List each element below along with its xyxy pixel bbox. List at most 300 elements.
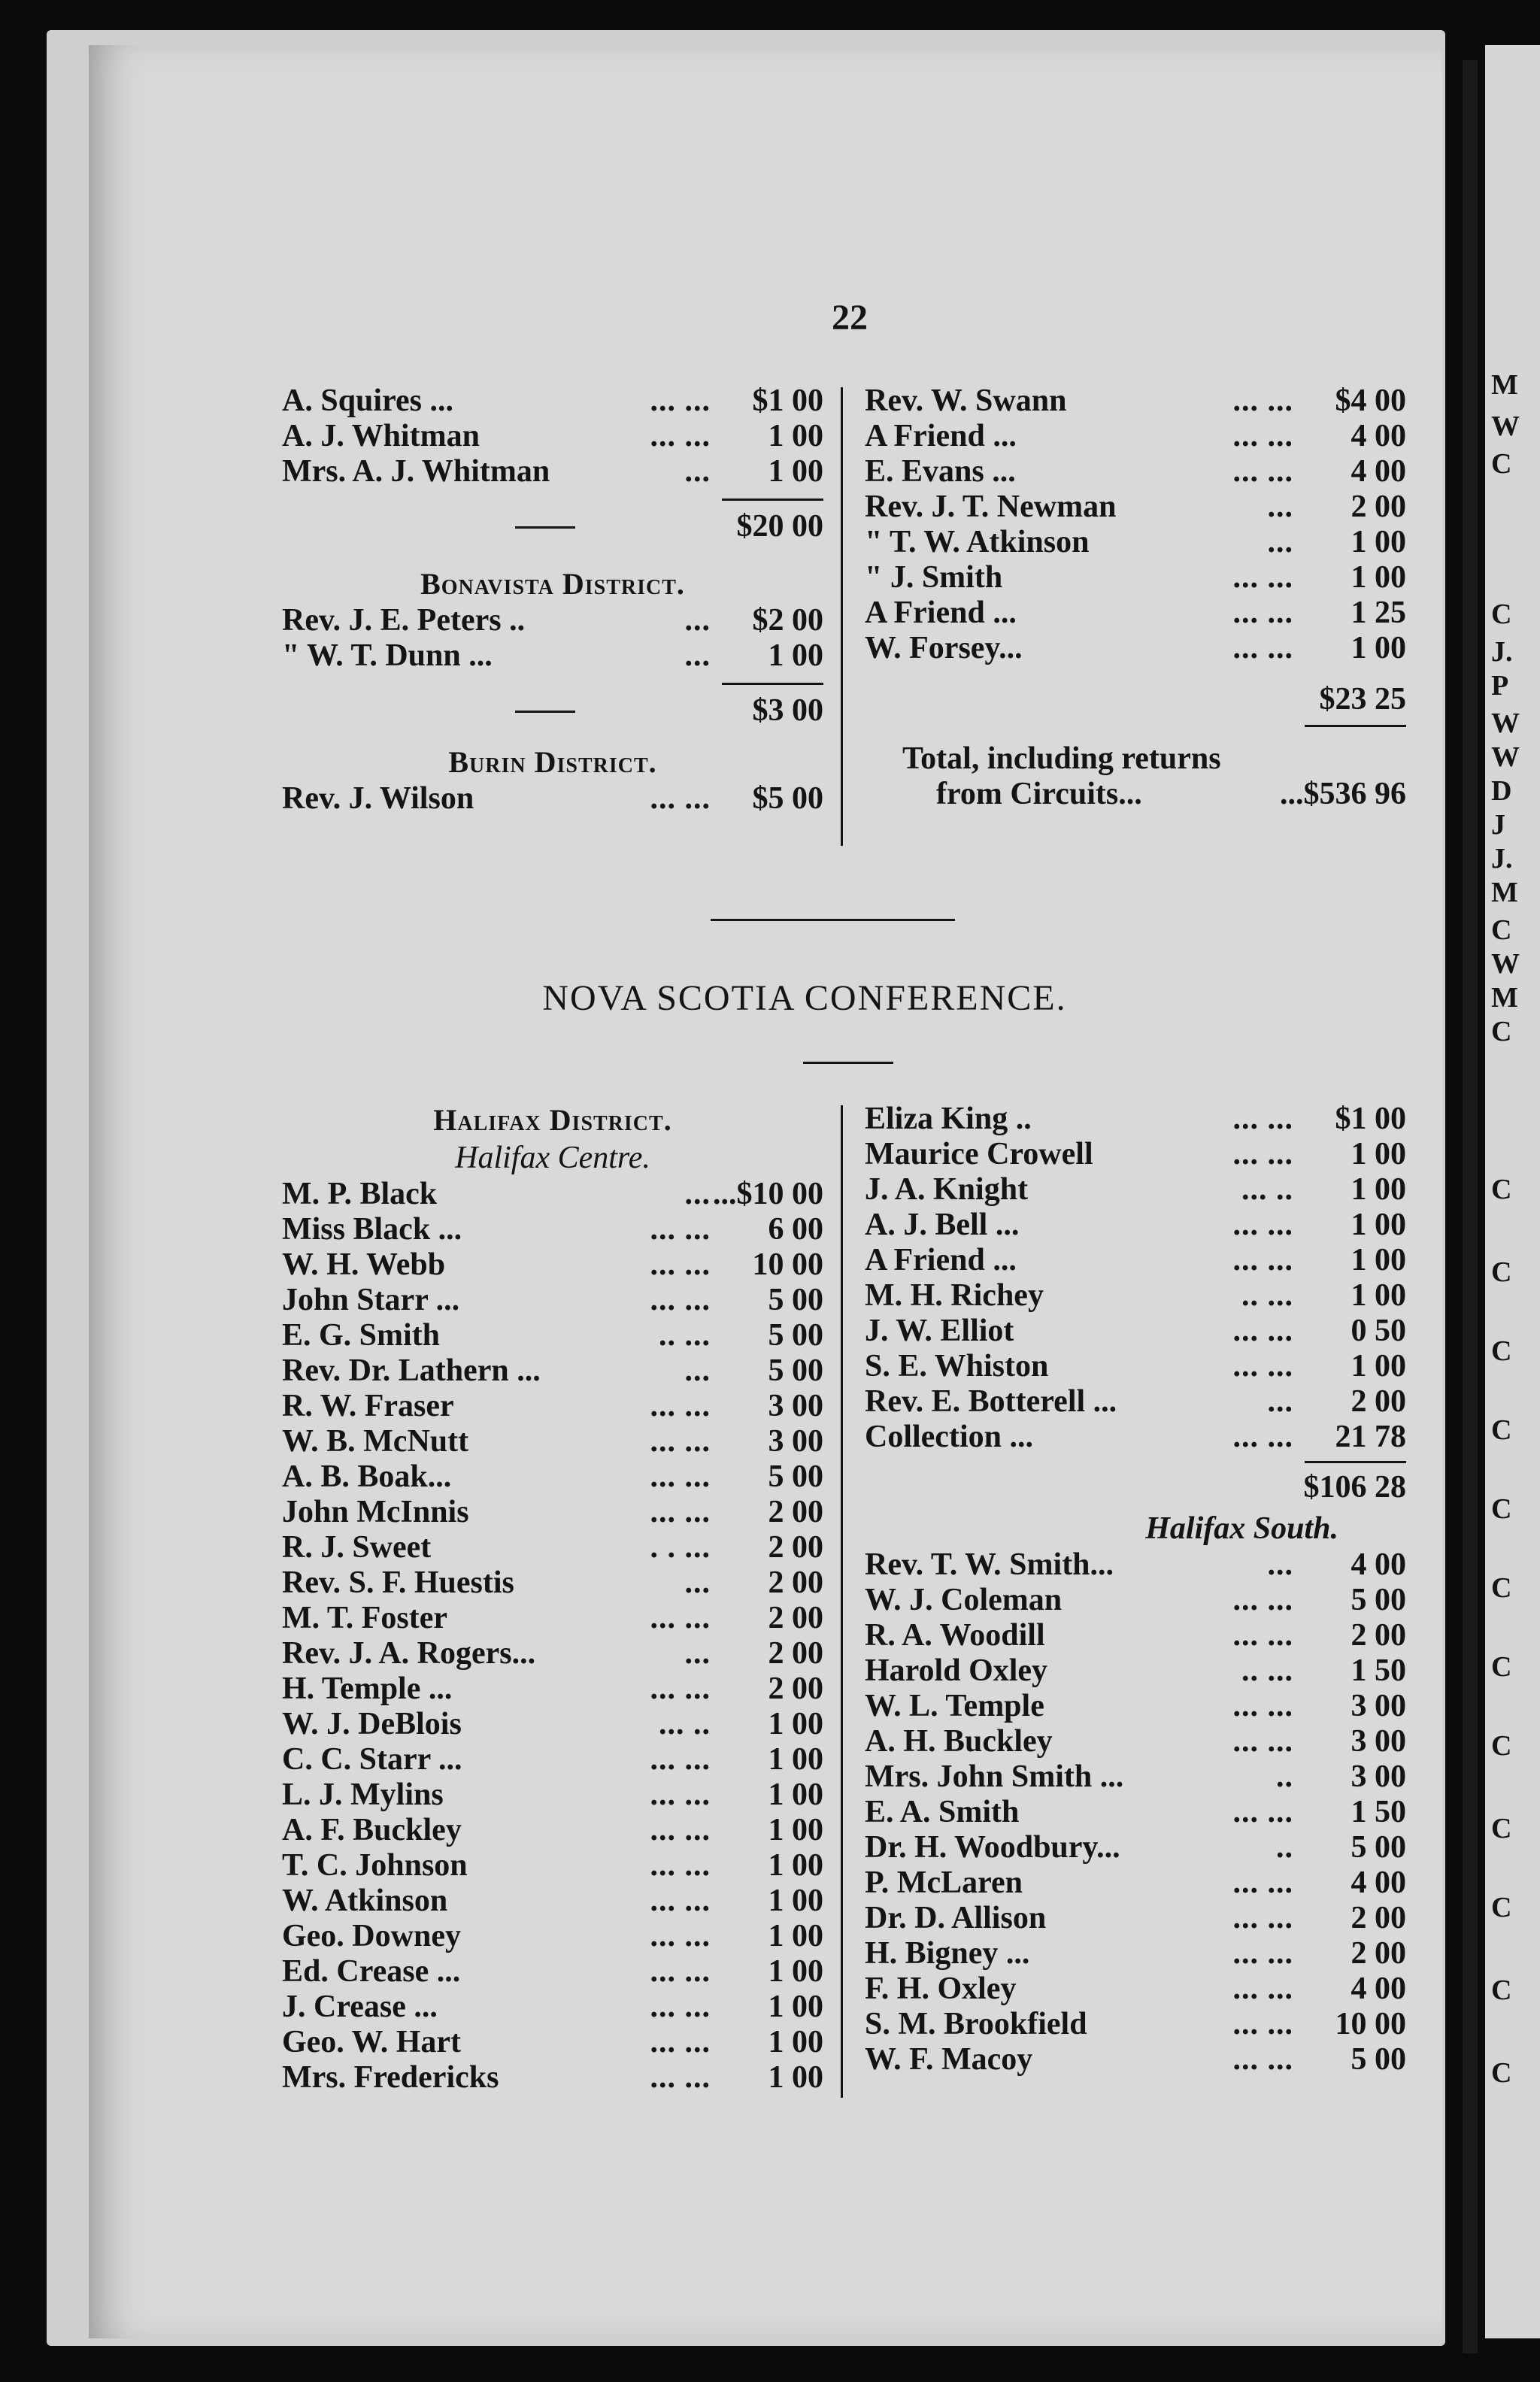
donor-name: F. H. Oxley xyxy=(865,1971,1017,2006)
donor-name: W. F. Macoy xyxy=(865,2042,1033,2077)
donation-amount: 1 00 xyxy=(768,1707,823,1741)
donor-name: Miss Black ... xyxy=(282,1212,462,1247)
donor-name: John McInnis xyxy=(282,1495,469,1529)
donor-name: S. M. Brookfield xyxy=(865,2007,1087,2041)
donation-amount: 2 00 xyxy=(1351,1936,1406,1971)
ledger-row xyxy=(865,1102,1406,1137)
district-heading: Bonavista District. xyxy=(420,567,685,601)
leader-dots: ... ... xyxy=(1232,631,1293,665)
leader-dots: ... ... xyxy=(1232,1314,1293,1348)
leader-dots: ... ... xyxy=(1232,1137,1293,1171)
adjacent-page-letter: C xyxy=(1491,1572,1512,1604)
adjacent-page-letter: M xyxy=(1491,982,1518,1014)
donation-amount: 1 25 xyxy=(1351,596,1406,630)
donor-name: A Friend ... xyxy=(865,419,1017,453)
donation-amount: 1 00 xyxy=(768,1883,823,1918)
donor-name: E. Evans ... xyxy=(865,454,1016,489)
ledger-row xyxy=(282,1954,823,1990)
donation-amount: 1 00 xyxy=(1351,1243,1406,1277)
adjacent-page-letter: W xyxy=(1491,948,1520,980)
donor-name: " J. Smith xyxy=(865,560,1003,595)
donor-name: Geo. Downey xyxy=(282,1919,461,1953)
donation-amount: 1 50 xyxy=(1351,1653,1406,1688)
donation-amount: 4 00 xyxy=(1351,1971,1406,2006)
ledger-row xyxy=(282,1247,823,1283)
adjacent-page-letter: C xyxy=(1491,1813,1512,1844)
donation-amount: 3 00 xyxy=(1351,1689,1406,1723)
dash-rule xyxy=(515,711,575,713)
ledger-row xyxy=(282,419,823,454)
donor-name: " T. W. Atkinson xyxy=(865,525,1090,559)
total-rule xyxy=(1305,1461,1406,1463)
donation-amount: 0 50 xyxy=(1351,1314,1406,1348)
leader-dots: ... ... xyxy=(650,1424,711,1459)
leader-dots: ... .. xyxy=(659,1707,711,1741)
ledger-row xyxy=(282,1636,823,1671)
total-rule xyxy=(1305,725,1406,727)
ledger-row xyxy=(282,2025,823,2060)
ledger-row xyxy=(282,1565,823,1601)
ledger-row xyxy=(865,1384,1406,1420)
subtotal-row xyxy=(282,504,823,549)
donation-amount: 1 00 xyxy=(768,1990,823,2024)
donation-amount: 3 00 xyxy=(768,1389,823,1423)
ledger-row xyxy=(865,2042,1406,2077)
leader-dots: ... ... xyxy=(650,1389,711,1423)
donor-name: Collection ... xyxy=(865,1420,1033,1454)
leader-dots: ... ... xyxy=(1232,454,1293,489)
donation-amount: 2 00 xyxy=(768,1530,823,1565)
halifax-left-column xyxy=(282,1102,823,2096)
donor-name: J. Crease ... xyxy=(282,1990,438,2024)
leader-dots: ... ... xyxy=(650,2025,711,2059)
leader-dots: .. ... xyxy=(659,1318,711,1353)
donation-amount: 3 00 xyxy=(1351,1724,1406,1759)
donor-name: W. J. Coleman xyxy=(865,1583,1063,1617)
donor-name: W. Forsey... xyxy=(865,631,1023,665)
donation-amount: 5 00 xyxy=(768,1283,823,1317)
leader-dots: ... ... xyxy=(650,419,711,453)
adjacent-page-letter: C xyxy=(1491,1974,1512,2006)
leader-dots: ... xyxy=(684,1636,711,1671)
donor-name: A. B. Boak... xyxy=(282,1459,452,1494)
conference-rule xyxy=(803,1062,893,1064)
donation-amount: 1 00 xyxy=(768,454,823,489)
ledger-row xyxy=(865,1971,1406,2007)
donation-amount: 2 00 xyxy=(768,1565,823,1600)
ledger-row xyxy=(282,638,823,674)
donor-name: Harold Oxley xyxy=(865,1653,1048,1688)
adjacent-page-letter: C xyxy=(1491,1174,1512,1205)
leader-dots: ... xyxy=(1267,1384,1293,1419)
donation-amount: 1 00 xyxy=(768,2025,823,2059)
leader-dots: ... ... xyxy=(1232,1420,1293,1454)
donor-name: Ed. Crease ... xyxy=(282,1954,461,1989)
district-heading: Halifax District. xyxy=(433,1103,672,1137)
adjacent-page-letter: C xyxy=(1491,914,1512,946)
adjacent-page-letter: J. xyxy=(1491,843,1513,874)
leader-dots: ... ... xyxy=(650,1212,711,1247)
donation-amount: 1 00 xyxy=(768,1919,823,1953)
donation-amount: 5 00 xyxy=(1351,1830,1406,1865)
donation-amount: 10 00 xyxy=(1335,2007,1406,2041)
leader-dots: ... ... xyxy=(1232,1243,1293,1277)
donation-amount: 3 00 xyxy=(1351,1759,1406,1794)
donation-amount: 1 00 xyxy=(768,2060,823,2095)
donation-amount: 5 00 xyxy=(768,1353,823,1388)
leader-dots: . . ... xyxy=(650,1530,711,1565)
leader-dots: ... xyxy=(684,1177,711,1211)
ledger-row xyxy=(282,1919,823,1954)
donation-amount: 2 00 xyxy=(768,1671,823,1706)
ledger-row xyxy=(282,1459,823,1495)
leader-dots: ... xyxy=(684,1565,711,1600)
ledger-row xyxy=(865,1349,1406,1384)
ledger-row xyxy=(865,1618,1406,1653)
adjacent-page-edge xyxy=(1485,45,1540,2338)
leader-dots: ... xyxy=(684,638,711,673)
donation-amount: 2 00 xyxy=(768,1601,823,1635)
leader-dots: ... ... xyxy=(650,1954,711,1989)
ledger-row xyxy=(282,2060,823,2096)
donation-amount: 1 00 xyxy=(768,419,823,453)
donor-name: Dr. D. Allison xyxy=(865,1901,1047,1935)
donation-amount: 5 00 xyxy=(768,1318,823,1353)
leader-dots: ... ... xyxy=(1232,1618,1293,1653)
conference-title: NOVA SCOTIA CONFERENCE. xyxy=(542,978,1067,1018)
leader-dots: ... xyxy=(684,603,711,638)
donor-name: Mrs. Fredericks xyxy=(282,2060,499,2095)
circuit-heading: Halifax Centre. xyxy=(455,1141,650,1175)
leader-dots: ... ... xyxy=(650,2060,711,2095)
adjacent-page-letter: C xyxy=(1491,1730,1512,1762)
subtotal-row xyxy=(865,677,1406,722)
ledger-row xyxy=(865,2007,1406,2042)
leader-dots: ... ... xyxy=(1232,1795,1293,1829)
donation-amount: 1 00 xyxy=(768,1813,823,1847)
donor-name: M. P. Black xyxy=(282,1177,438,1211)
ledger-row xyxy=(865,383,1406,419)
donation-amount: 1 00 xyxy=(768,638,823,673)
leader-dots: ... ... xyxy=(1232,1901,1293,1935)
ledger-row xyxy=(865,1172,1406,1208)
adjacent-page-letter: C xyxy=(1491,1256,1512,1288)
total-rule xyxy=(722,683,823,685)
leader-dots: ... ... xyxy=(1232,1102,1293,1136)
donation-amount: 1 00 xyxy=(768,1848,823,1883)
district-heading: Burin District. xyxy=(448,745,657,779)
leader-dots: ... ... xyxy=(1232,1724,1293,1759)
donor-name: R. J. Sweet xyxy=(282,1530,432,1565)
donation-amount: 1 50 xyxy=(1351,1795,1406,1829)
ledger-row xyxy=(865,1865,1406,1901)
leader-dots: ... ... xyxy=(650,1919,711,1953)
ledger-row xyxy=(865,1759,1406,1795)
donor-name: Rev. J. A. Rogers... xyxy=(282,1636,536,1671)
donation-amount: 2 00 xyxy=(1351,1384,1406,1419)
adjacent-page-letter: P xyxy=(1491,670,1509,702)
donation-amount: 4 00 xyxy=(1351,419,1406,453)
ledger-row xyxy=(865,1278,1406,1314)
ledger-row xyxy=(865,419,1406,454)
column-divider-top xyxy=(841,387,843,846)
ledger-row xyxy=(282,1707,823,1742)
grand-total-amount: ...$536 96 xyxy=(1280,777,1406,811)
donation-amount: $1 00 xyxy=(752,383,823,418)
leader-dots: ... ... xyxy=(650,1495,711,1529)
leader-dots: ... ... xyxy=(650,1601,711,1635)
leader-dots: ... ... xyxy=(1232,1583,1293,1617)
adjacent-page-letter: D xyxy=(1491,775,1512,807)
donation-amount: 4 00 xyxy=(1351,454,1406,489)
donor-name: Rev. J. Wilson xyxy=(282,781,474,816)
donation-amount: ...$10 00 xyxy=(713,1177,823,1211)
ledger-row xyxy=(282,1530,823,1565)
adjacent-page-letter: C xyxy=(1491,1493,1512,1525)
donor-name: Rev. S. F. Huestis xyxy=(282,1565,514,1600)
leader-dots: .. ... xyxy=(1241,1653,1293,1688)
adjacent-page-letter: W xyxy=(1491,708,1520,739)
leader-dots: ... ... xyxy=(650,1813,711,1847)
total-rule xyxy=(722,499,823,501)
leader-dots: ... .. xyxy=(1241,1172,1293,1207)
leader-dots: ... ... xyxy=(650,1990,711,2024)
donation-amount: $4 00 xyxy=(1335,383,1406,418)
ledger-row xyxy=(865,1547,1406,1583)
donor-name: Mrs. John Smith ... xyxy=(865,1759,1124,1794)
leader-dots: ... ... xyxy=(650,383,711,418)
leader-dots: ... ... xyxy=(650,1247,711,1282)
subtotal-amount: $20 00 xyxy=(736,509,823,544)
adjacent-page-letter: W xyxy=(1491,411,1520,442)
donation-amount: 5 00 xyxy=(1351,2042,1406,2077)
ledger-row xyxy=(282,1813,823,1848)
leader-dots: ... ... xyxy=(650,1777,711,1812)
donation-amount: 4 00 xyxy=(1351,1547,1406,1582)
donor-name: R. W. Fraser xyxy=(282,1389,454,1423)
donor-name: Rev. T. W. Smith... xyxy=(865,1547,1114,1582)
adjacent-page-letter: J xyxy=(1491,809,1505,841)
ledger-row xyxy=(282,1990,823,2025)
donor-name: A. J. Whitman xyxy=(282,419,480,453)
donor-name: Rev. E. Botterell ... xyxy=(865,1384,1117,1419)
adjacent-page-letter: M xyxy=(1491,369,1518,401)
donor-name: Geo. W. Hart xyxy=(282,2025,461,2059)
adjacent-page-letter: C xyxy=(1491,2057,1512,2089)
donor-name: Dr. H. Woodbury... xyxy=(865,1830,1120,1865)
leader-dots: ... xyxy=(684,1353,711,1388)
ledger-row xyxy=(282,1848,823,1883)
ledger-row xyxy=(282,1353,823,1389)
donor-name: S. E. Whiston xyxy=(865,1349,1049,1383)
adjacent-page-letter: M xyxy=(1491,877,1518,908)
donation-amount: 2 00 xyxy=(768,1636,823,1671)
leader-dots: ... xyxy=(1267,525,1293,559)
grand-total-row xyxy=(865,777,1406,812)
donation-amount: 1 00 xyxy=(768,1777,823,1812)
ledger-row xyxy=(282,1742,823,1777)
donor-name: W. B. McNutt xyxy=(282,1424,469,1459)
ledger-row xyxy=(865,1243,1406,1278)
ledger-row xyxy=(865,1583,1406,1618)
ledger-row xyxy=(865,1137,1406,1172)
donor-name: H. Temple ... xyxy=(282,1671,453,1706)
ledger-row xyxy=(282,1212,823,1247)
donation-amount: 1 00 xyxy=(1351,1208,1406,1242)
adjacent-page-letter: C xyxy=(1491,599,1512,630)
leader-dots: ... ... xyxy=(650,1459,711,1494)
subtotal-row xyxy=(865,1465,1406,1510)
ledger-row xyxy=(865,1830,1406,1865)
donor-name: John Starr ... xyxy=(282,1283,460,1317)
ledger-row xyxy=(865,1795,1406,1830)
donor-name: W. H. Webb xyxy=(282,1247,446,1282)
section-rule xyxy=(711,919,955,921)
donation-amount: $5 00 xyxy=(752,781,823,816)
leader-dots: ... ... xyxy=(650,1848,711,1883)
ledger-row xyxy=(282,781,823,817)
ledger-row xyxy=(865,1420,1406,1455)
leader-dots: ... ... xyxy=(1232,1865,1293,1900)
donation-amount: 2 00 xyxy=(1351,1618,1406,1653)
ledger-row xyxy=(282,603,823,638)
donation-amount: 1 00 xyxy=(1351,560,1406,595)
donation-amount: $2 00 xyxy=(752,603,823,638)
ledger-row xyxy=(865,1653,1406,1689)
donation-amount: 1 00 xyxy=(768,1954,823,1989)
leader-dots: ... ... xyxy=(650,1283,711,1317)
adjacent-page-letter: C xyxy=(1491,1892,1512,1923)
ledger-row xyxy=(865,1901,1406,1936)
ledger-row xyxy=(282,454,823,489)
donor-name: C. C. Starr ... xyxy=(282,1742,462,1777)
ledger-row xyxy=(282,1883,823,1919)
ledger-row xyxy=(282,1601,823,1636)
ledger-row xyxy=(282,1495,823,1530)
donor-name: Rev. Dr. Lathern ... xyxy=(282,1353,541,1388)
subtotal-amount: $23 25 xyxy=(1319,682,1406,717)
leader-dots: ... ... xyxy=(650,1883,711,1918)
ledger-row xyxy=(865,1208,1406,1243)
leader-dots: ... ... xyxy=(1232,2007,1293,2041)
leader-dots: ... ... xyxy=(1232,596,1293,630)
circuit-heading: Halifax South. xyxy=(1145,1511,1338,1546)
gutter-shadow xyxy=(1463,60,1478,2353)
ledger-row xyxy=(282,1424,823,1459)
subtotal-amount: $3 00 xyxy=(752,693,823,728)
leader-dots: .. xyxy=(1276,1830,1293,1865)
ledger-row xyxy=(282,1671,823,1707)
donor-name: P. McLaren xyxy=(865,1865,1023,1900)
donor-name: W. J. DeBlois xyxy=(282,1707,462,1741)
donor-name: T. C. Johnson xyxy=(282,1848,468,1883)
leader-dots: ... ... xyxy=(1232,2042,1293,2077)
donation-amount: 4 00 xyxy=(1351,1865,1406,1900)
donation-amount: 5 00 xyxy=(1351,1583,1406,1617)
donation-amount: 5 00 xyxy=(768,1459,823,1494)
grand-total-label-2: from Circuits... xyxy=(936,777,1142,811)
donation-amount: 2 00 xyxy=(768,1495,823,1529)
ledger-row xyxy=(865,1936,1406,1971)
adjacent-page-letter: C xyxy=(1491,1335,1512,1367)
leader-dots: ... ... xyxy=(1232,1208,1293,1242)
ledger-row xyxy=(865,489,1406,525)
donation-amount: 10 00 xyxy=(752,1247,823,1282)
adjacent-page-letter: W xyxy=(1491,741,1520,773)
subtotal-amount: $106 28 xyxy=(1303,1470,1406,1505)
leader-dots: ... ... xyxy=(1232,1349,1293,1383)
donor-name: A Friend ... xyxy=(865,596,1017,630)
top-right-column xyxy=(865,383,1406,812)
dash-rule xyxy=(515,526,575,529)
ledger-row xyxy=(865,560,1406,596)
leader-dots: ... xyxy=(684,454,711,489)
donor-name: " W. T. Dunn ... xyxy=(282,638,493,673)
donor-name: A. Squires ... xyxy=(282,383,453,418)
ledger-row xyxy=(865,631,1406,666)
page-number: 22 xyxy=(832,298,868,338)
donor-name: Rev. J. T. Newman xyxy=(865,489,1117,524)
donor-name: L. J. Mylins xyxy=(282,1777,444,1812)
donor-name: J. A. Knight xyxy=(865,1172,1029,1207)
leader-dots: ... ... xyxy=(1232,419,1293,453)
donor-name: Maurice Crowell xyxy=(865,1137,1093,1171)
ledger-row xyxy=(282,383,823,419)
column-divider-bottom xyxy=(841,1105,843,2098)
ledger-row xyxy=(865,454,1406,489)
ledger-row xyxy=(865,1314,1406,1349)
ledger-row xyxy=(865,525,1406,560)
donor-name: J. W. Elliot xyxy=(865,1314,1014,1348)
leader-dots: ... ... xyxy=(1232,1971,1293,2006)
donation-amount: 1 00 xyxy=(1351,631,1406,665)
donation-amount: $1 00 xyxy=(1335,1102,1406,1136)
donor-name: A. J. Bell ... xyxy=(865,1208,1020,1242)
donor-name: Rev. W. Swann xyxy=(865,383,1067,418)
leader-dots: ... ... xyxy=(1232,1689,1293,1723)
ledger-row xyxy=(282,1283,823,1318)
donation-amount: 21 78 xyxy=(1335,1420,1406,1454)
donor-name: Rev. J. E. Peters .. xyxy=(282,603,526,638)
adjacent-page-letter: C xyxy=(1491,1414,1512,1446)
leader-dots: .. ... xyxy=(1241,1278,1293,1313)
donor-name: W. L. Temple xyxy=(865,1689,1044,1723)
donor-name: Mrs. A. J. Whitman xyxy=(282,454,550,489)
donor-name: A. F. Buckley xyxy=(282,1813,462,1847)
adjacent-page-letter: C xyxy=(1491,1016,1512,1047)
top-left-column xyxy=(282,383,823,817)
leader-dots: ... ... xyxy=(1232,560,1293,595)
donor-name: H. Bigney ... xyxy=(865,1936,1030,1971)
donor-name: E. G. Smith xyxy=(282,1318,441,1353)
ledger-row xyxy=(282,1389,823,1424)
adjacent-page-letter: C xyxy=(1491,448,1512,480)
donor-name: W. Atkinson xyxy=(282,1883,448,1918)
leader-dots: ... ... xyxy=(650,781,711,816)
donor-name: M. H. Richey xyxy=(865,1278,1044,1313)
donation-amount: 1 00 xyxy=(1351,1349,1406,1383)
leader-dots: ... xyxy=(1267,489,1293,524)
donation-amount: 2 00 xyxy=(1351,1901,1406,1935)
donor-name: A Friend ... xyxy=(865,1243,1017,1277)
donor-name: E. A. Smith xyxy=(865,1795,1020,1829)
leader-dots: ... ... xyxy=(650,1742,711,1777)
donation-amount: 1 00 xyxy=(768,1742,823,1777)
donation-amount: 1 00 xyxy=(1351,525,1406,559)
leader-dots: ... ... xyxy=(1232,383,1293,418)
ledger-row xyxy=(865,1689,1406,1724)
ledger-row xyxy=(282,1177,823,1212)
